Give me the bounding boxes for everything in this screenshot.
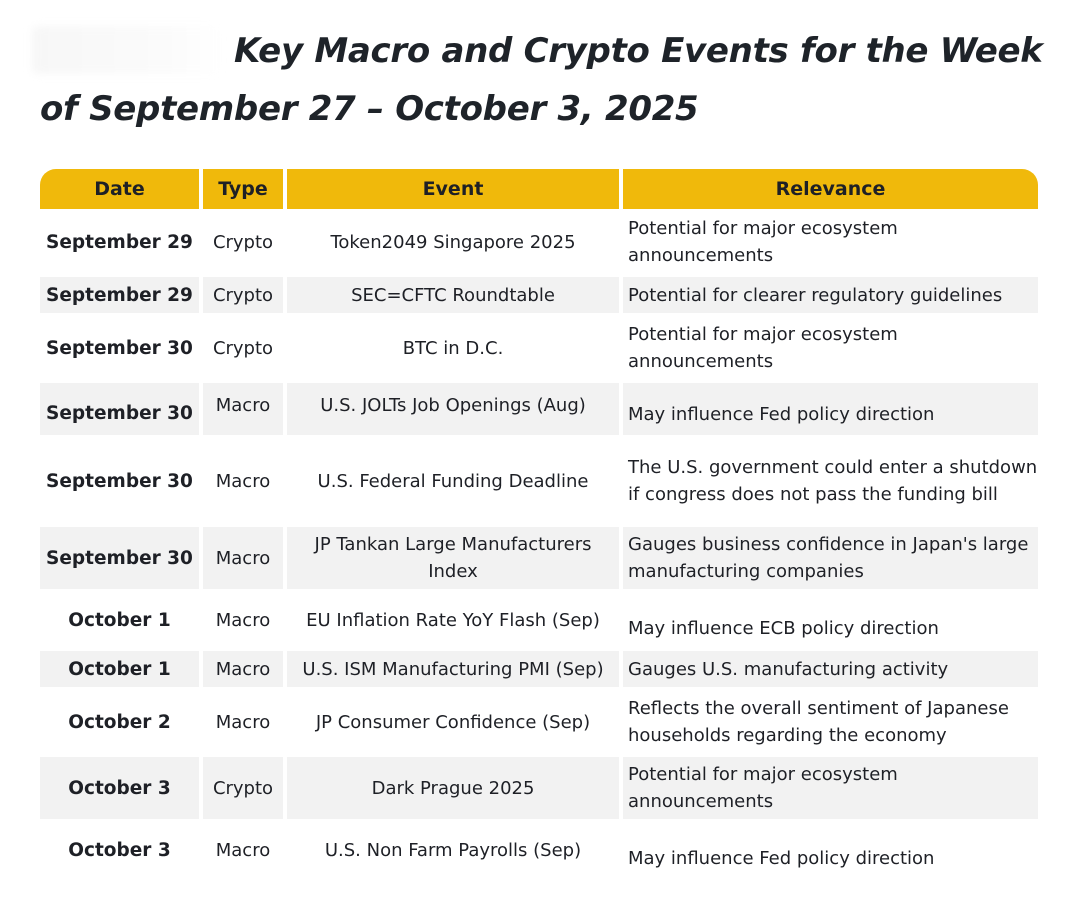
page-title [40, 22, 1050, 138]
cell-date: September 30 [40, 527, 199, 589]
table-row [40, 383, 1038, 439]
cell-relevance: Potential for major ecosystem announcements [623, 211, 1038, 273]
table-header-row [40, 169, 1038, 211]
header-date: Date [40, 169, 199, 209]
cell-type: Macro [203, 527, 283, 589]
header-type: Type [203, 169, 283, 209]
table-row [40, 593, 1038, 651]
cell-type: Crypto [203, 317, 283, 379]
cell-event: BTC in D.C. [287, 317, 619, 379]
blurred-logo [32, 26, 222, 74]
table-row [40, 527, 1038, 593]
cell-type: Macro [203, 439, 283, 523]
title-line-1 [40, 22, 1050, 80]
cell-date: September 29 [40, 211, 199, 273]
cell-event: JP Tankan Large Manufacturers Index [287, 527, 619, 589]
cell-event: U.S. ISM Manufacturing PMI (Sep) [287, 651, 619, 687]
cell-event: Token2049 Singapore 2025 [287, 211, 619, 273]
cell-relevance: May influence Fed policy direction [623, 823, 1038, 879]
cell-date: September 30 [40, 317, 199, 379]
cell-relevance: Gauges business confidence in Japan's large manufacturing companies [623, 527, 1038, 589]
cell-date: October 2 [40, 691, 199, 753]
cell-relevance: Reflects the overall sentiment of Japanese households regarding the economy [623, 691, 1038, 753]
cell-type: Crypto [203, 211, 283, 273]
cell-event: EU Inflation Rate YoY Flash (Sep) [287, 593, 619, 647]
table-row [40, 277, 1038, 317]
cell-type: Macro [203, 823, 283, 879]
cell-relevance: May influence Fed policy direction [623, 383, 1038, 435]
cell-date: October 3 [40, 757, 199, 819]
table-row [40, 211, 1038, 277]
cell-relevance: Gauges U.S. manufacturing activity [623, 651, 1038, 687]
cell-type: Macro [203, 651, 283, 687]
cell-relevance: May influence ECB policy direction [623, 593, 1038, 647]
cell-relevance: Potential for clearer regulatory guidelines [623, 277, 1038, 313]
cell-date: September 30 [40, 383, 199, 435]
cell-event: U.S. JOLTs Job Openings (Aug) [287, 383, 619, 435]
cell-relevance: Potential for major ecosystem announcements [623, 317, 1038, 379]
cell-event: U.S. Non Farm Payrolls (Sep) [287, 823, 619, 879]
table-row [40, 823, 1038, 883]
table-row [40, 439, 1038, 527]
table-row [40, 691, 1038, 757]
cell-relevance: The U.S. government could enter a shutdown if congress does not pass the funding bill [623, 439, 1038, 523]
cell-event: JP Consumer Confidence (Sep) [287, 691, 619, 753]
table-row [40, 651, 1038, 691]
cell-type: Macro [203, 593, 283, 647]
cell-event: U.S. Federal Funding Deadline [287, 439, 619, 523]
title-line-2: of September 27 – October 3, 2025 [40, 89, 699, 129]
cell-date: October 1 [40, 593, 199, 647]
cell-relevance: Potential for major ecosystem announcements [623, 757, 1038, 819]
table-row [40, 757, 1038, 823]
cell-event: Dark Prague 2025 [287, 757, 619, 819]
header-relevance: Relevance [623, 169, 1038, 209]
title-line-1-text: Key Macro and Crypto Events for the Week [234, 31, 1043, 71]
header-event: Event [287, 169, 619, 209]
cell-event: SEC=CFTC Roundtable [287, 277, 619, 313]
table-row [40, 317, 1038, 383]
cell-date: October 1 [40, 651, 199, 687]
cell-date: September 29 [40, 277, 199, 313]
cell-date: September 30 [40, 439, 199, 523]
cell-type: Macro [203, 383, 283, 435]
cell-type: Crypto [203, 277, 283, 313]
cell-date: October 3 [40, 823, 199, 879]
cell-type: Macro [203, 691, 283, 753]
cell-type: Crypto [203, 757, 283, 819]
events-table [40, 169, 1038, 883]
